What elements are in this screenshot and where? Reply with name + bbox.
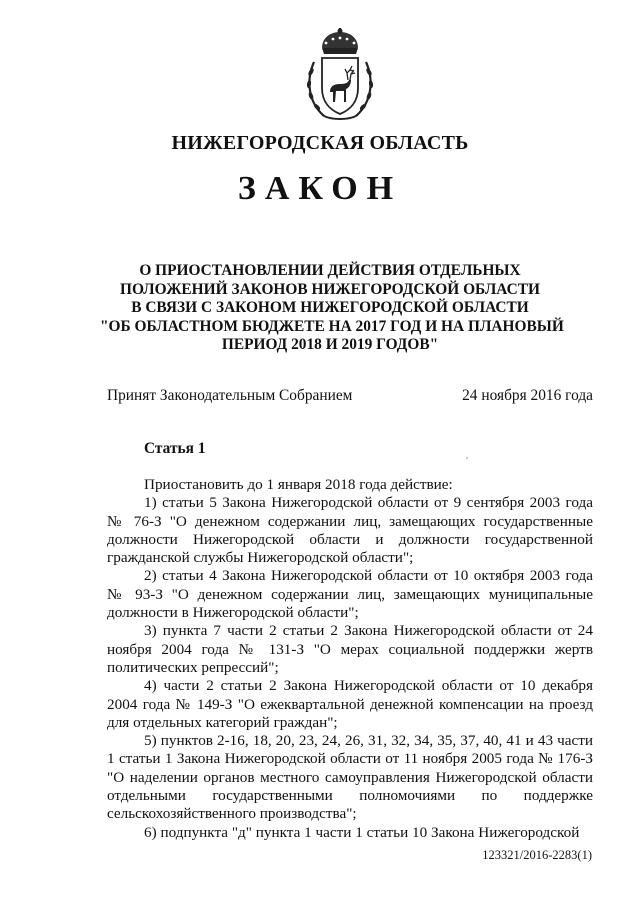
adoption-info [107, 387, 593, 405]
article-item: 2) статьи 4 Закона Нижегородской области от 10 октября 2003 года № 93-З "О денежном содержании лиц, замещающих муниципальные должности в Нижегородской области"; [107, 567, 593, 622]
law-title [100, 262, 564, 355]
article-intro: Приостановить до 1 января 2018 года действие: [144, 476, 453, 493]
adoption-date: 24 ноября 2016 года [462, 387, 593, 404]
law-title-line: ПОЛОЖЕНИЙ ЗАКОНОВ НИЖЕГОРОДСКОЙ ОБЛАСТИ [119, 280, 541, 298]
coat-of-arms-icon [300, 28, 380, 124]
article-title: Статья 1 [144, 440, 206, 457]
document-type: ЗАКОН [237, 170, 403, 207]
law-title-line: В СВЯЗИ С ЗАКОНОМ НИЖЕГОРОДСКОЙ ОБЛАСТИ [131, 299, 529, 316]
article-item: 1) статьи 5 Закона Нижегородской области от 9 сентября 2003 года № 76-З "О денежном содержании лиц, замещающих государственные должности Нижегородской области и должности государственной гражданской службы Нижегородской области"; [107, 494, 593, 567]
scan-mark: ′ [466, 456, 469, 467]
law-title-line: "ОБ ОБЛАСТНОМ БЮДЖЕТЕ НА 2017 ГОД И НА ПЛАНОВЫЙ [100, 317, 564, 335]
article-item: 4) части 2 статьи 2 Закона Нижегородской области от 10 декабря 2004 года № 149-З "О ежеквартальной денежной компенсации на проезд для отдельных категорий граждан"; [107, 677, 593, 731]
article-item: 6) подпункта "д" пункта 1 части 1 статьи 10 Закона Нижегородской [144, 823, 580, 841]
article-item: 5) пунктов 2-16, 18, 20, 23, 24, 26, 31, 32, 34, 35, 37, 40, 41 и 43 части 1 статьи 1 Закона Нижегородской области от 11 ноября 2005 года № 176-З "О наделении органов местного самоуправления Нижегородской области отдельными государственными полномочиями по поддержке сельскохозяйственного производства"; [107, 732, 593, 823]
law-title-line: О ПРИОСТАНОВЛЕНИИ ДЕЙСТВИЯ ОТДЕЛЬНЫХ [139, 262, 521, 279]
article-body [107, 476, 593, 842]
law-title-line: ПЕРИОД 2018 И 2019 ГОДОВ" [221, 336, 439, 353]
adoption-label: Принят Законодательным Собранием [107, 387, 353, 404]
article-item: 3) пункта 7 части 2 статьи 2 Закона Нижегородской области от 24 ноября 2004 года № 131-З "О мерах социальной поддержки жертв политических репрессий"; [107, 622, 593, 676]
document-number: 123321/2016-2283(1) [482, 848, 592, 862]
region-name: НИЖЕГОРОДСКАЯ ОБЛАСТЬ [171, 132, 469, 154]
